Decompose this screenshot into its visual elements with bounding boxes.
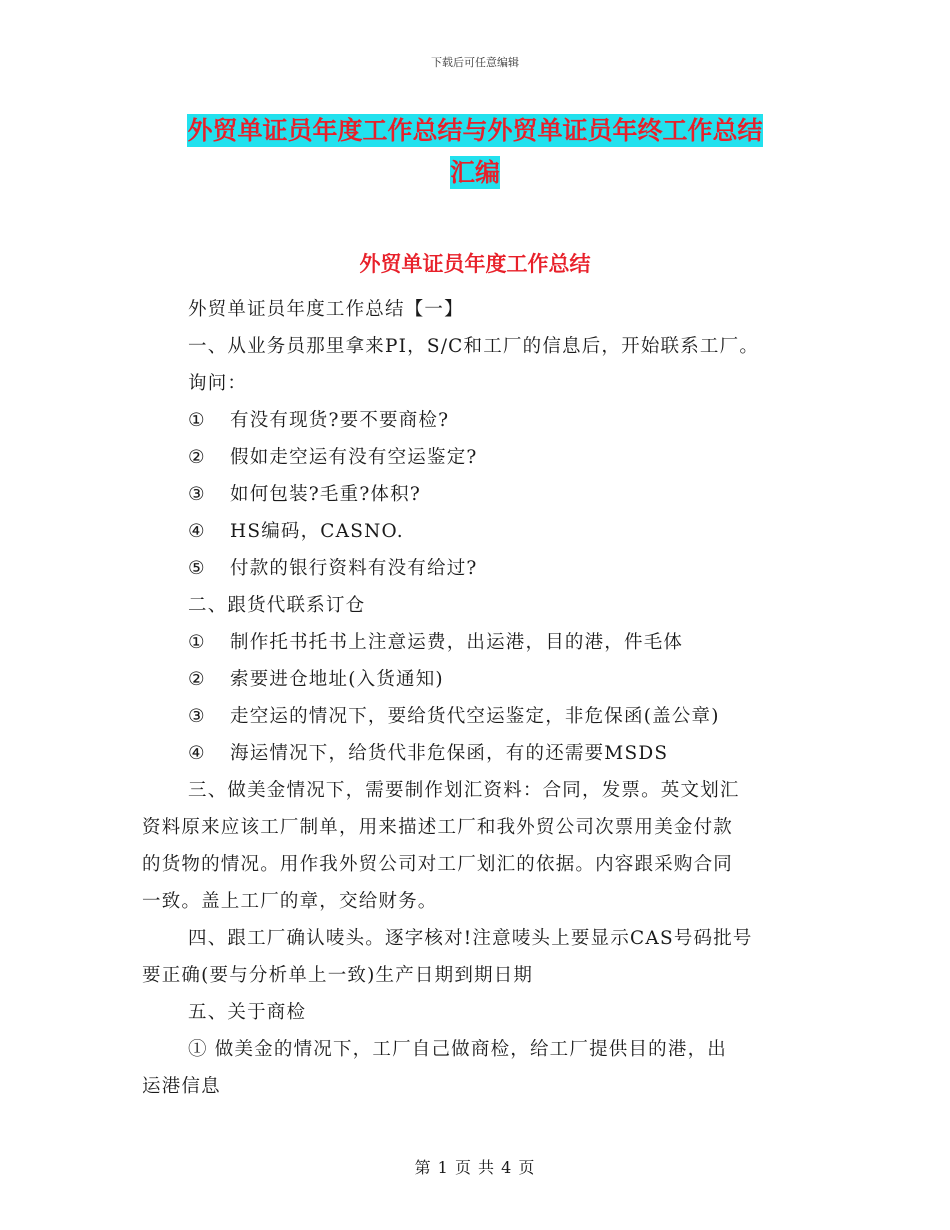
list-number: ①	[188, 632, 206, 653]
document-body	[142, 291, 812, 1105]
list-item	[142, 698, 812, 735]
paragraph-s3-line-3: 的货物的情况。用作我外贸公司对工厂划汇的依据。内容跟采购合同	[142, 854, 734, 875]
list-text: 如何包装?毛重?体积?	[230, 484, 421, 505]
list-item	[142, 513, 812, 550]
list-text: 走空运的情况下，要给货代空运鉴定，非危保函(盖公章)	[230, 706, 720, 727]
list-text: HS编码，CASNO.	[230, 521, 404, 542]
list-item	[142, 476, 812, 513]
paragraph-s2: 二、跟货代联系订仓	[188, 595, 366, 616]
list-text: 付款的银行资料有没有给过?	[230, 558, 478, 579]
list-number: ⑤	[188, 558, 206, 579]
list-text: 海运情况下，给货代非危保函，有的还需要MSDS	[230, 743, 669, 764]
paragraph-s1-cont: 询问：	[188, 373, 248, 394]
paragraph-s3-line-4: 一致。盖上工厂的章，交给财务。	[142, 891, 438, 912]
list-number: ③	[188, 706, 206, 727]
list-number: ①	[188, 410, 206, 431]
paragraph-s4-line-2: 要正确(要与分析单上一致)生产日期到期日期	[142, 965, 534, 986]
list-item	[142, 735, 812, 772]
list-item	[142, 661, 812, 698]
title-line-2: 汇编	[449, 158, 500, 187]
body-subtitle: 外贸单证员年度工作总结【一】	[188, 299, 464, 320]
paragraph-s1: 一、从业务员那里拿来PI，S/C和工厂的信息后，开始联系工厂。	[188, 336, 760, 357]
list-text: 索要进仓地址(入货通知)	[230, 669, 444, 690]
section-title: 外贸单证员年度工作总结	[359, 252, 591, 276]
paragraph-s5: 五、关于商检	[188, 1002, 307, 1023]
list-number: ③	[188, 484, 206, 505]
header-note: 下载后可任意编辑	[431, 56, 519, 69]
list-item	[142, 550, 812, 587]
paragraph-s5-item-line-2: 运港信息	[142, 1076, 221, 1097]
list-number: ②	[188, 669, 206, 690]
paragraph-s5-item-line-1: ① 做美金的情况下，工厂自己做商检，给工厂提供目的港，出	[188, 1039, 727, 1060]
page-footer: 第 1 页 共 4 页	[414, 1158, 536, 1177]
list-number: ②	[188, 447, 206, 468]
list-item	[142, 439, 812, 476]
list-text: 有没有现货?要不要商检?	[230, 410, 450, 431]
title-line-1: 外贸单证员年度工作总结与外贸单证员年终工作总结	[187, 116, 763, 145]
list-item	[142, 624, 812, 661]
paragraph-s3-line-1: 三、做美金情况下，需要制作划汇资料：合同，发票。英文划汇	[188, 780, 740, 801]
paragraph-s4-line-1: 四、跟工厂确认唛头。逐字核对!注意唛头上要显示CAS号码批号	[188, 928, 753, 949]
list-number: ④	[188, 521, 206, 542]
list-text: 制作托书托书上注意运费，出运港，目的港，件毛体	[230, 632, 684, 653]
list-text: 假如走空运有没有空运鉴定?	[230, 447, 478, 468]
paragraph-s3-line-2: 资料原来应该工厂制单，用来描述工厂和我外贸公司次票用美金付款	[142, 817, 734, 838]
document-title	[140, 110, 810, 194]
list-item	[142, 402, 812, 439]
list-number: ④	[188, 743, 206, 764]
